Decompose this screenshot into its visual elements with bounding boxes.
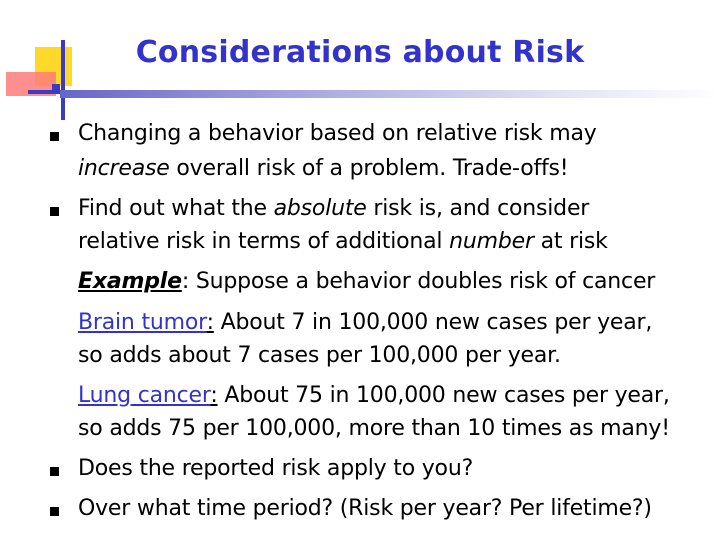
bullet-icon (50, 207, 59, 216)
lung-cancer-link[interactable]: Lung cancer (78, 383, 211, 408)
brain-tumor-line-1: Brain tumor: About 7 in 100,000 new cases per year, (78, 310, 653, 335)
bullet-3-line: Does the reported risk apply to you? (78, 456, 474, 481)
bullet-icon (50, 467, 59, 476)
logo-dark-square (52, 84, 60, 92)
emphasis-absolute: absolute (273, 196, 367, 221)
brain-tumor-link[interactable]: Brain tumor (78, 310, 207, 335)
bullet-2-line-2: relative risk in terms of additional number at risk (78, 229, 608, 254)
bullet-1-line-2: increase overall risk of a problem. Trade-offs! (78, 156, 569, 181)
brain-tumor-line-2: so adds about 7 cases per 100,000 per year. (78, 343, 561, 368)
bullet-icon (50, 507, 59, 516)
emphasis-number: number (449, 229, 534, 254)
lung-cancer-line-1: Lung cancer: About 75 in 100,000 new cases per year, (78, 383, 670, 408)
bullet-icon (50, 132, 59, 141)
example-line: Example: Suppose a behavior doubles risk of cancer (78, 269, 656, 294)
title-underline (60, 90, 720, 98)
lung-cancer-line-2: so adds 75 per 100,000, more than 10 times as many! (78, 416, 670, 441)
bullet-1-line-1: Changing a behavior based on relative risk may (78, 121, 597, 146)
example-label: Example (78, 269, 182, 294)
slide-title: Considerations about Risk (135, 35, 585, 70)
emphasis-increase: increase (78, 156, 170, 181)
bullet-4-line: Over what time period? (Risk per year? Per lifetime?) (78, 496, 652, 521)
bullet-2-line-1: Find out what the absolute risk is, and consider (78, 196, 590, 221)
